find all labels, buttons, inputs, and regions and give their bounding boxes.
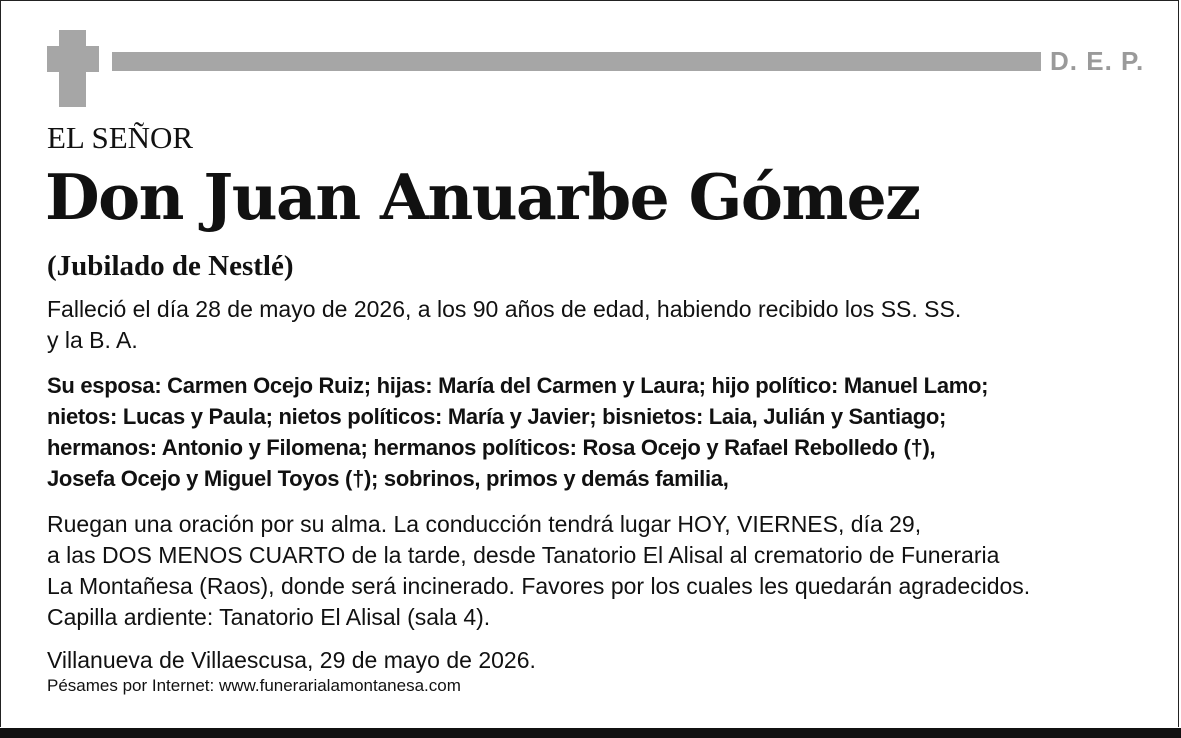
bottom-border-bar	[0, 728, 1181, 738]
cross-horizontal-bar	[47, 46, 99, 72]
family-line: hermanos: Antonio y Filomena; hermanos políticos: Rosa Ocejo y Rafael Rebolledo (†),	[47, 435, 936, 460]
dep-label: D. E. P.	[1050, 46, 1145, 76]
arrangements-line: a las DOS MENOS CUARTO de la tarde, desde Tanatorio El Alisal al crematorio de Funeraria	[47, 542, 1000, 568]
place-and-date: Villanueva de Villaescusa, 29 de mayo de 2026.	[47, 647, 536, 673]
deceased-intro: EL SEÑOR	[47, 120, 194, 155]
condolences-website: Pésames por Internet: www.funerarialamontanesa.com	[47, 676, 461, 695]
arrangements-line: La Montañesa (Raos), donde será incinerado. Favores por los cuales les quedarán agradecidos.	[47, 573, 1031, 599]
arrangements-line: Ruegan una oración por su alma. La conducción tendrá lugar HOY, VIERNES, día 29,	[47, 511, 922, 537]
funeral-arrangements	[47, 509, 1157, 633]
deceased-occupation: (Jubilado de Nestlé)	[47, 250, 294, 282]
death-notice	[47, 294, 1147, 356]
family-line: nietos: Lucas y Paula; nietos políticos: María y Javier; bisnietos: Laia, Julián y Santiago;	[47, 404, 947, 429]
death-notice-line: y la B. A.	[47, 327, 138, 353]
header-rule	[112, 52, 1041, 71]
family-line: Josefa Ocejo y Miguel Toyos (†); sobrinos, primos y demás familia,	[47, 466, 729, 491]
death-notice-line: Falleció el día 28 de mayo de 2026, a los 90 años de edad, habiendo recibido los SS. SS.	[47, 296, 962, 322]
deceased-name: Don Juan Anuarbe Gómez	[45, 160, 920, 234]
arrangements-line: Capilla ardiente: Tanatorio El Alisal (sala 4).	[47, 604, 491, 630]
family-line: Su esposa: Carmen Ocejo Ruiz; hijas: María del Carmen y Laura; hijo político: Manuel Lamo;	[47, 373, 989, 398]
family-list	[47, 370, 1157, 494]
